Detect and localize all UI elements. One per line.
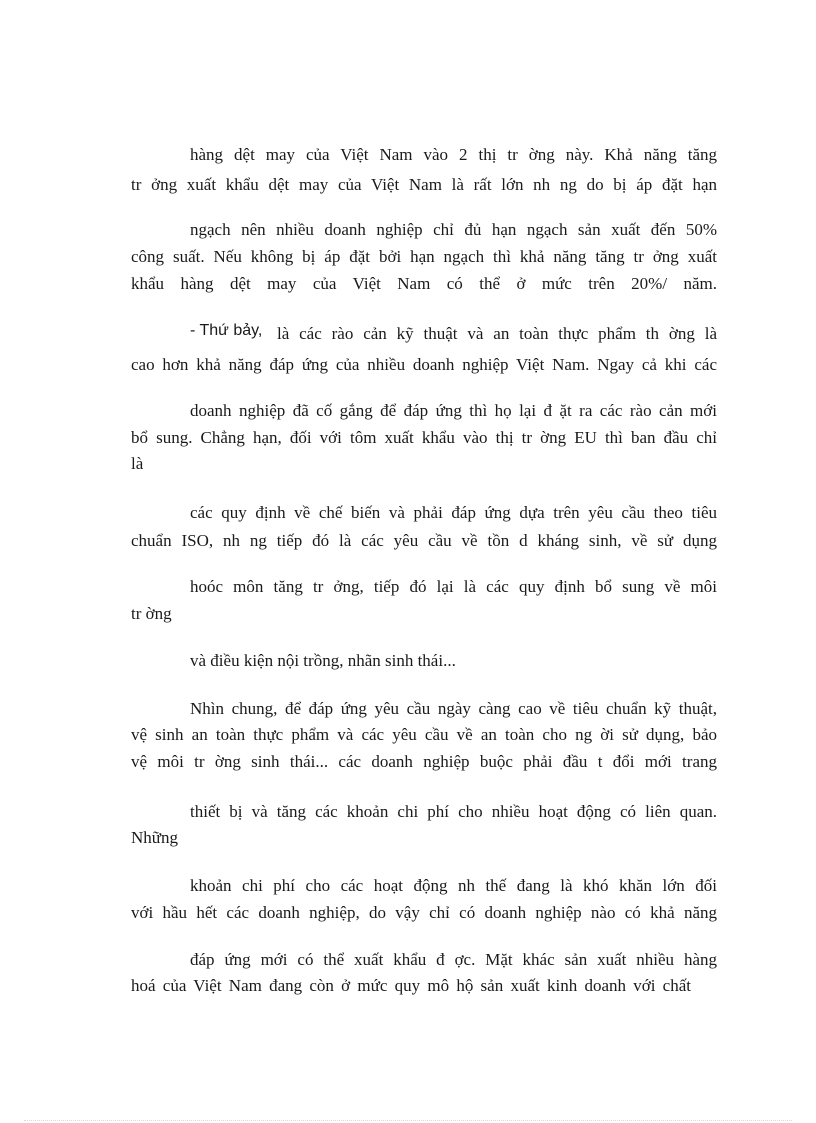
text-line: hoá của Việt Nam đang còn ở mức quy mô hộ sản xuất kinh doanh với chất	[131, 976, 691, 995]
text-line: khoản chi phí cho các hoạt động nh thế đang là khó khăn lớn đối	[190, 876, 717, 895]
text-line: công suất. Nếu không bị áp đặt bởi hạn ngạch thì khả năng tăng tr ởng xuất	[131, 247, 717, 266]
section-label: - Thứ bảy,	[190, 322, 263, 339]
text-line: vệ môi tr ờng sinh thái... các doanh nghiệp buộc phải đầu t đổi mới trang	[131, 752, 717, 771]
text-line: Những	[131, 828, 178, 847]
text-line: doanh nghiệp đã cố gắng để đáp ứng thì họ lại đ ặt ra các rào cản mới	[190, 401, 717, 420]
text-line: cao hơn khả năng đáp ứng của nhiều doanh nghiệp Việt Nam. Ngay cả khi các	[131, 355, 717, 374]
text-line: hàng dệt may của Việt Nam vào 2 thị tr ờng này. Khả năng tăng	[190, 145, 717, 164]
text-line: vệ sinh an toàn thực phẩm và các yêu cầu về an toàn cho ng ời sử dụng, bảo	[131, 725, 717, 744]
text-line: tr ởng xuất khẩu dệt may của Việt Nam là rất lớn nh ng do bị áp đặt hạn	[131, 175, 717, 194]
text-line: đáp ứng mới có thể xuất khẩu đ ợc. Mặt khác sản xuất nhiều hàng	[190, 950, 717, 969]
text-line: và điều kiện nội trồng, nhãn sinh thái...	[190, 651, 456, 670]
text-line: tr ờng	[131, 604, 172, 623]
text-line: bổ sung. Chẳng hạn, đối với tôm xuất khẩu vào thị tr ờng EU thì ban đầu chỉ	[131, 428, 717, 447]
text-line: ngạch nên nhiều doanh nghiệp chỉ đủ hạn ngạch sản xuất đến 50%	[190, 220, 717, 239]
text-line: là	[131, 454, 144, 473]
page-footer-divider	[24, 1120, 792, 1121]
text-line: chuẩn ISO, nh ng tiếp đó là các yêu cầu về tồn d kháng sinh, về sử dụng	[131, 531, 717, 550]
text-line: Nhìn chung, để đáp ứng yêu cầu ngày càng cao về tiêu chuẩn kỹ thuật,	[190, 699, 717, 718]
text-line: hoóc môn tăng tr ởng, tiếp đó lại là các quy định bổ sung về môi	[190, 577, 717, 596]
text-line: với hầu hết các doanh nghiệp, do vậy chỉ có doanh nghiệp nào có khả năng	[131, 903, 717, 922]
text-line: thiết bị và tăng các khoản chi phí cho nhiều hoạt động có liên quan.	[190, 802, 717, 821]
text-line: khẩu hàng dệt may của Việt Nam có thể ở mức trên 20%/ năm.	[131, 274, 717, 293]
text-line: các quy định về chế biến và phải đáp ứng dựa trên yêu cầu theo tiêu	[190, 503, 717, 522]
text-line: là các rào cản kỹ thuật và an toàn thực phẩm th ờng là	[277, 324, 717, 343]
